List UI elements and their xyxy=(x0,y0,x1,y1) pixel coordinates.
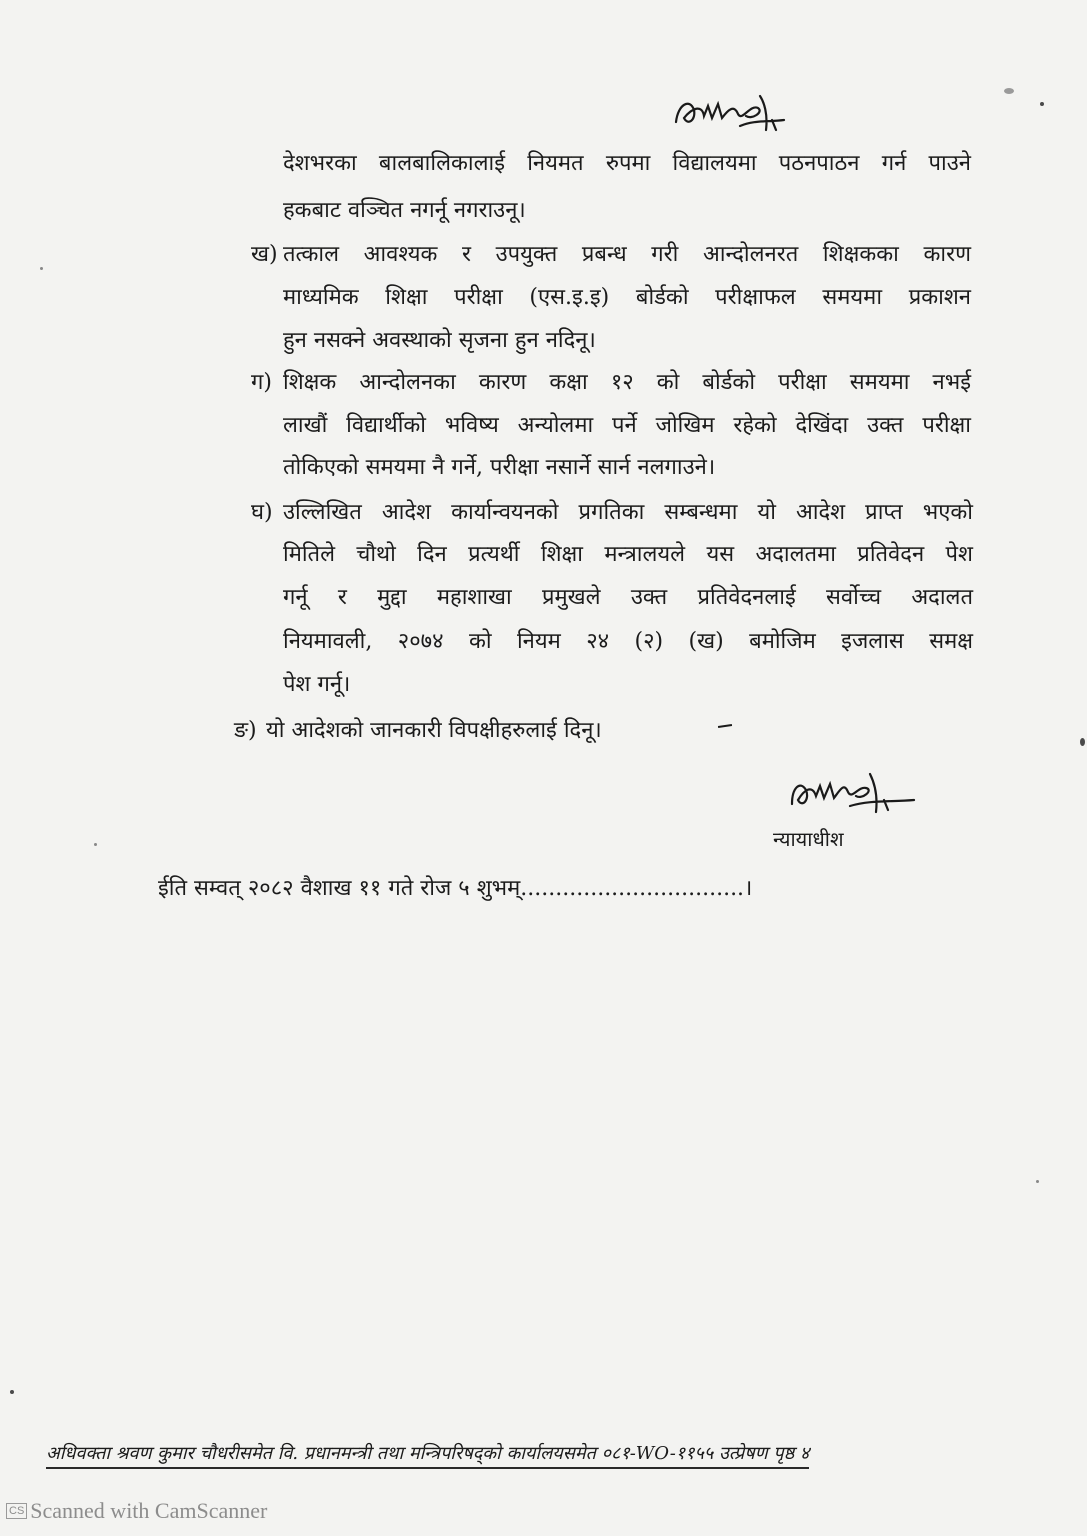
scan-speck xyxy=(10,1390,14,1394)
body-line-12: नियमावली, २०७४ को नियम २४ (२) (ख) बमोजिम इजलास समक्ष xyxy=(283,629,973,654)
body-line-10: मितिले चौथो दिन प्रत्यर्थी शिक्षा मन्त्रालयले यस अदालतमा प्रतिवेदन पेश xyxy=(283,542,973,567)
scan-speck xyxy=(94,843,97,846)
body-line-8: तोकिएको समयमा नै गर्ने, परीक्षा नसार्ने सार्न नलगाउने। xyxy=(283,455,716,480)
item-marker-kha: ख) xyxy=(251,242,278,267)
body-line-4: माध्यमिक शिक्षा परीक्षा (एस.इ.इ) बोर्डको परीक्षाफल समयमा प्रकाशन xyxy=(283,285,971,310)
scan-speck xyxy=(1040,102,1044,106)
case-footer: अधिवक्ता श्रवण कुमार चौधरीसमेत वि. प्रधानमन्त्री तथा मन्त्रिपरिषद्को कार्यालयसमेत ०८१-WO-११५५ उत्प्रेषण पृष्ठ ४ xyxy=(46,1442,809,1469)
scan-speck xyxy=(40,267,43,270)
item-marker-ga: ग) xyxy=(251,370,272,395)
watermark-text: Scanned with CamScanner xyxy=(30,1498,268,1523)
body-line-11: गर्नू र मुद्दा महाशाखा प्रमुखले उक्त प्रतिवेदनलाई सर्वोच्च अदालत xyxy=(283,585,973,610)
body-line-1: देशभरका बालबालिकालाई नियमत रुपमा विद्यालयमा पठनपाठन गर्न पाउने xyxy=(283,151,971,176)
signature-judge xyxy=(786,760,916,830)
body-line-2: हकबाट वञ्चित नगर्नू नगराउनू। xyxy=(283,198,526,223)
scan-speck xyxy=(1080,738,1085,746)
scan-speck xyxy=(1004,88,1014,94)
date-line: ईति सम्वत् २०८२ वैशाख ११ गते रोज ५ शुभम्................................। xyxy=(158,876,753,901)
body-line-9: उल्लिखित आदेश कार्यान्वयनको प्रगतिका सम्बन्धमा यो आदेश प्राप्त भएको xyxy=(283,500,973,525)
signature-top xyxy=(668,90,788,140)
body-line-3: तत्काल आवश्यक र उपयुक्त प्रबन्ध गरी आन्दोलनरत शिक्षकका कारण xyxy=(283,242,971,267)
camscanner-logo-icon: CS xyxy=(6,1503,27,1519)
body-line-5: हुन नसक्ने अवस्थाको सृजना हुन नदिनू। xyxy=(283,328,596,353)
body-line-6: शिक्षक आन्दोलनका कारण कक्षा १२ को बोर्डको परीक्षा समयमा नभई xyxy=(283,370,971,395)
item-marker-nga: ङ) xyxy=(234,718,257,743)
item-marker-gha: घ) xyxy=(251,500,273,525)
pen-stroke xyxy=(718,724,732,728)
judge-title: न्यायाधीश xyxy=(773,827,844,851)
body-line-13: पेश गर्नू। xyxy=(283,672,351,697)
body-line-14: यो आदेशको जानकारी विपक्षीहरुलाई दिनू। xyxy=(266,718,602,743)
camscanner-watermark xyxy=(6,1497,267,1525)
scan-speck xyxy=(1036,1180,1039,1183)
body-line-7: लाखौं विद्यार्थीको भविष्य अन्योलमा पर्ने जोखिम रहेको देखिंदा उक्त परीक्षा xyxy=(283,413,971,438)
